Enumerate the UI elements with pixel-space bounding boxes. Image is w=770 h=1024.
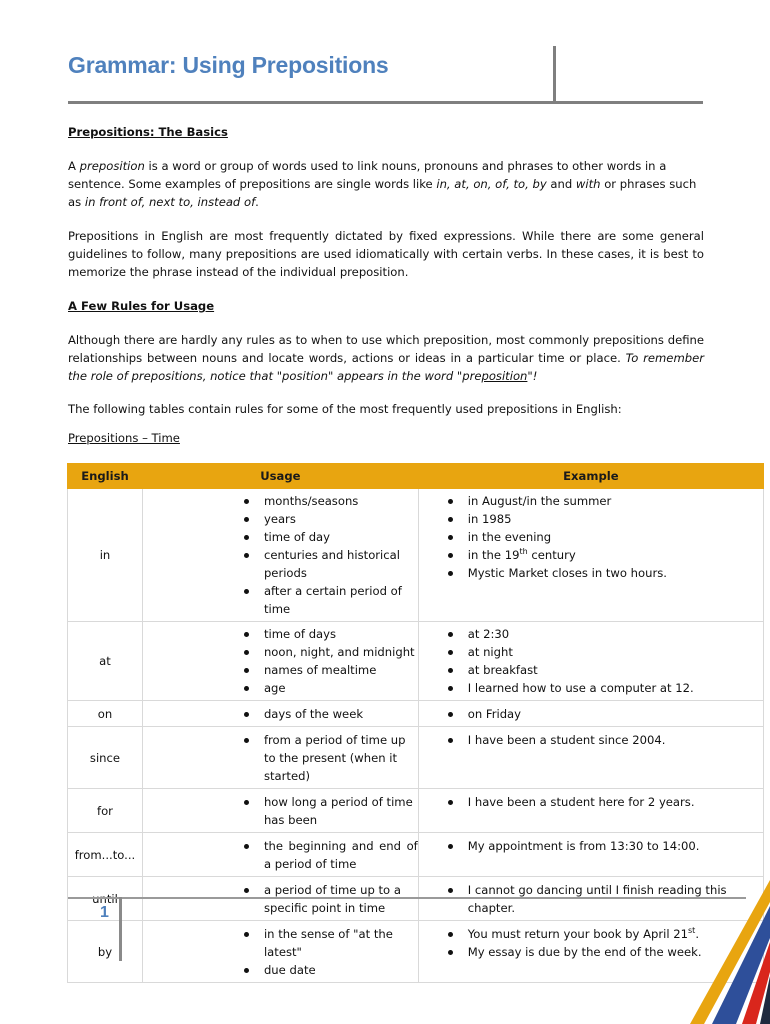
paragraph-rules <box>68 331 704 385</box>
corner-decoration <box>690 880 770 1024</box>
list-item-text: after a certain period of time <box>263 584 402 616</box>
cell-example-list <box>419 793 763 811</box>
list-item <box>143 837 418 873</box>
list-item-text: age <box>263 681 286 695</box>
term-preposition: preposition <box>79 159 145 173</box>
text-italic: "! <box>527 369 538 383</box>
cell-usage <box>142 833 418 877</box>
cell-example-list <box>419 705 763 723</box>
cell-english: for <box>68 789 143 833</box>
list-item-text: I learned how to use a computer at 12. <box>467 681 694 695</box>
list-item <box>419 510 763 528</box>
list-item-text: in the 19 <box>467 548 520 562</box>
section-rules <box>68 297 704 315</box>
list-item <box>419 731 763 749</box>
text-tail: . <box>695 927 700 941</box>
list-item <box>143 528 418 546</box>
paragraph-fixed-expressions <box>68 227 704 281</box>
cell-usage <box>142 489 418 622</box>
table-row <box>68 833 764 877</box>
list-item <box>143 679 418 697</box>
cell-usage <box>142 701 418 727</box>
list-item <box>419 679 763 697</box>
list-item-text: centuries and historical periods <box>263 548 400 580</box>
title-vertical-rule <box>553 46 556 102</box>
cell-usage <box>142 921 418 983</box>
page-title: Grammar: Using Prepositions <box>68 52 389 78</box>
table-row <box>68 622 764 701</box>
list-item-text: I have been a student here for 2 years. <box>467 795 695 809</box>
list-item-text: at 2:30 <box>467 627 510 641</box>
list-item <box>143 793 418 829</box>
list-item <box>143 510 418 528</box>
cell-example <box>418 622 763 701</box>
superscript: th <box>519 547 528 557</box>
footer-vertical-rule <box>119 897 122 961</box>
list-item <box>419 492 763 510</box>
list-item-text: on Friday <box>467 707 522 721</box>
cell-example-list <box>419 731 763 749</box>
list-item-text: at night <box>467 645 513 659</box>
text: . <box>255 195 259 209</box>
list-item <box>419 643 763 661</box>
table-row <box>68 727 764 789</box>
list-item-text: how long a period of time has been <box>263 795 413 827</box>
table-row <box>68 921 764 983</box>
list-item-text: in 1985 <box>467 512 512 526</box>
header-english: English <box>68 464 143 489</box>
section-basics <box>68 123 704 141</box>
table-row <box>68 789 764 833</box>
list-item <box>143 625 418 643</box>
list-item <box>419 546 763 564</box>
cell-example-list <box>419 625 763 697</box>
list-item-text: time of days <box>263 627 337 641</box>
paragraph-definition <box>68 157 704 211</box>
heading-rules: A Few Rules for Usage <box>68 299 215 313</box>
cell-english: at <box>68 622 143 701</box>
text-italic: To remember the role of prepositions, notice that "position" appears in the word "pre <box>68 351 704 383</box>
prepositions-time-table <box>67 463 764 983</box>
paragraph-text: Prepositions in English are most frequently dictated by fixed expressions. While there are some general guidelines to follow, many prepositions are used idiomatically with certain verbs. In these cases, it is best to memorize the phrase instead of the individual preposition. <box>68 229 704 279</box>
list-item-text: from a period of time up to the present (when it started) <box>263 733 406 783</box>
list-item-text: days of the week <box>263 707 364 721</box>
cell-usage-list <box>143 492 418 618</box>
cell-example <box>418 789 763 833</box>
text-tail: century <box>527 548 576 562</box>
list-item <box>143 661 418 679</box>
list-item-text: months/seasons <box>263 494 359 508</box>
list-item <box>143 582 418 618</box>
list-item-text: My appointment is from 13:30 to 14:00. <box>467 839 700 853</box>
header-usage: Usage <box>142 464 418 489</box>
text: A <box>68 159 80 173</box>
list-item-text: in the sense of "at the latest" <box>263 927 393 959</box>
list-item <box>419 564 763 582</box>
list-item <box>143 881 418 917</box>
cell-english: in <box>68 489 143 622</box>
table-header-row <box>68 464 764 489</box>
cell-usage-list <box>143 881 418 917</box>
cell-usage <box>142 789 418 833</box>
list-item-text: You must return your book by April 21 <box>467 927 689 941</box>
table-row <box>68 701 764 727</box>
list-item <box>419 705 763 723</box>
list-item-text: time of day <box>263 530 331 544</box>
list-item-text: in the evening <box>467 530 552 544</box>
examples-phrases: in front of, next to, instead of <box>84 195 256 209</box>
caption-text: Prepositions – Time <box>68 431 180 445</box>
list-item-text: due date <box>263 963 316 977</box>
cell-example-list <box>419 837 763 855</box>
list-item-text: at breakfast <box>467 663 538 677</box>
table-row <box>68 489 764 622</box>
cell-usage-list <box>143 793 418 829</box>
header-example: Example <box>418 464 763 489</box>
list-item-text: years <box>263 512 296 526</box>
cell-example-list <box>419 492 763 582</box>
examples-single: in, at, on, of, to, by <box>436 177 547 191</box>
text: is a word or group of words used to link nouns, pronouns and phrases to other words in a sentence. Some examples of prepositions are single words like <box>68 159 667 191</box>
cell-usage <box>142 727 418 789</box>
list-item-text: in August/in the summer <box>467 494 612 508</box>
page-number: 1 <box>100 904 109 921</box>
cell-usage-list <box>143 705 418 723</box>
list-item-text: My essay is due by the end of the week. <box>467 945 702 959</box>
cell-usage-list <box>143 837 418 873</box>
cell-example <box>418 833 763 877</box>
text: Although there are hardly any rules as to when to use which preposition, most commonly prepositions define relationships between nouns and locate words, actions or ideas in a particular time or place. <box>68 333 704 365</box>
list-item-text: a period of time up to a specific point in time <box>263 883 401 915</box>
text: and <box>546 177 576 191</box>
list-item <box>143 925 418 961</box>
list-item <box>143 731 418 785</box>
paragraph-text: The following tables contain rules for some of the most frequently used prepositions in English: <box>68 402 622 416</box>
superscript: st <box>688 926 696 936</box>
title-horizontal-rule <box>68 101 703 104</box>
list-item-text: I have been a student since 2004. <box>467 733 666 747</box>
list-item <box>419 661 763 679</box>
list-item-text: I cannot go dancing until I finish reading this chapter. <box>467 883 727 915</box>
cell-english: from...to... <box>68 833 143 877</box>
list-item <box>143 546 418 582</box>
cell-usage-list <box>143 731 418 785</box>
list-item-text: names of mealtime <box>263 663 377 677</box>
cell-english: since <box>68 727 143 789</box>
list-item <box>143 705 418 723</box>
list-item <box>419 528 763 546</box>
list-item-text: Mystic Market closes in two hours. <box>467 566 667 580</box>
list-item <box>419 837 763 855</box>
paragraph-tables-intro <box>68 400 704 418</box>
cell-english: on <box>68 701 143 727</box>
cell-usage-list <box>143 925 418 979</box>
list-item <box>143 492 418 510</box>
list-item <box>143 643 418 661</box>
example-with: with <box>575 177 601 191</box>
cell-example <box>418 489 763 622</box>
cell-example <box>418 727 763 789</box>
text: or phrases such as <box>68 177 697 209</box>
footer-rule <box>68 897 746 899</box>
table-caption <box>68 429 704 447</box>
list-item <box>419 793 763 811</box>
text-italic-underlined: position <box>481 369 528 383</box>
list-item-text: the beginning and end of a period of time <box>263 839 418 871</box>
list-item <box>419 625 763 643</box>
cell-usage-list <box>143 625 418 697</box>
cell-example <box>418 701 763 727</box>
list-item <box>143 961 418 979</box>
list-item-text: noon, night, and midnight <box>263 645 415 659</box>
cell-usage <box>142 622 418 701</box>
cell-english: by <box>68 921 143 983</box>
heading-basics: Prepositions: The Basics <box>68 125 228 139</box>
